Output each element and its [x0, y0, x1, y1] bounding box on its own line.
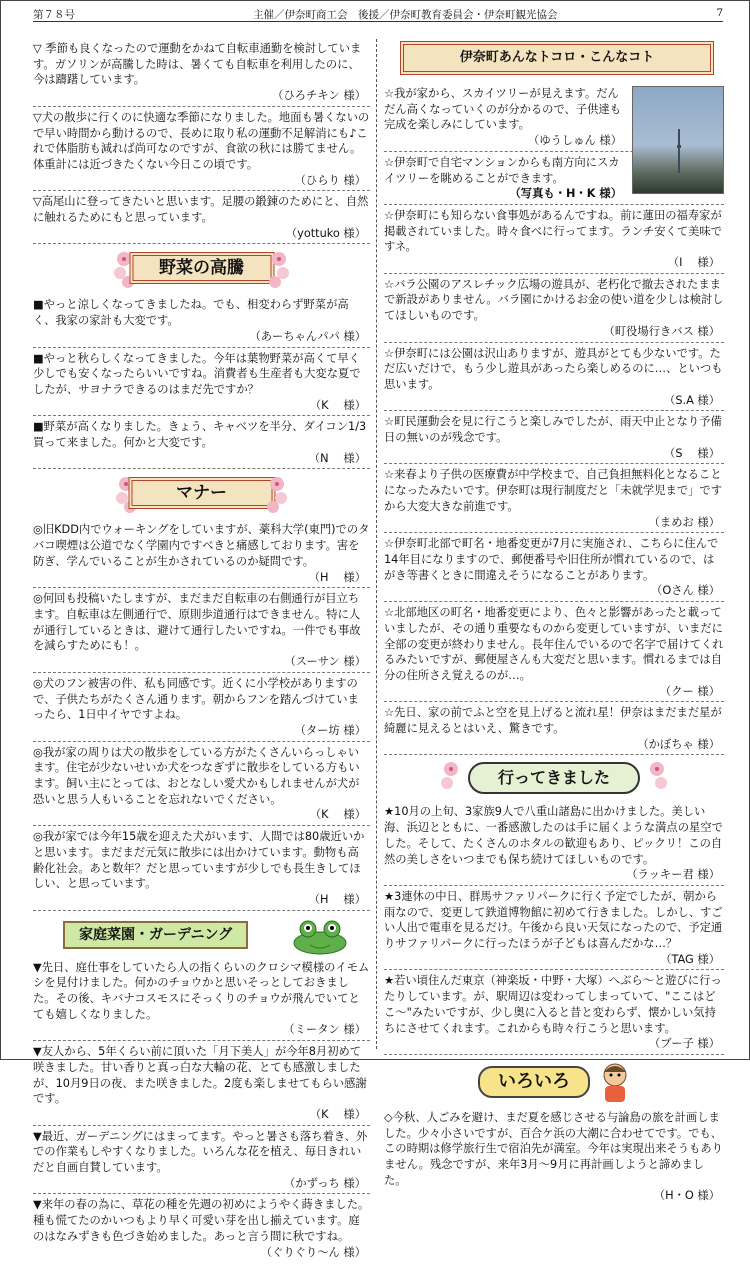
- iroiro-section: [384, 1110, 724, 1206]
- flower-icon: [264, 474, 290, 516]
- list-item: ▽ 季節も良くなったので運動をかねて自転車通勤を検討しています。ガソリンが高騰した時は、暑くても自転車を利用したのに、今は躊躇しています。 （ひろチキン 様）: [33, 41, 370, 107]
- section-banner-yasai: [33, 249, 370, 291]
- list-item: ◎我が家の周りは犬の散歩をしている方がたくさんいらっしゃいます。住宅が少ないせいか犬をつなぎずに散歩をしている方もいます。飼い主にとっては、おとなしい愛犬かもしれませんが犬が恐いと思う人もいることを忘れないでください。 （K 様）: [33, 745, 370, 827]
- list-item: ◎旧KDD内でウォーキングをしていますが、薬科大学(東門)でのタバコ喫煙は公道でなく学園内ですべきと痛感しております。害を防ぎ、学んでいることが生かされているのか疑問です。 （H 様）: [33, 522, 370, 588]
- list-item: ◇今秋、人ごみを避け、まだ夏を感じさせる与論島の旅を計画しました。少々小さいですが、百合ケ浜の大潮に合わせてです。でも、この時期は修学旅行生で宿泊先が満室。今年は実現出来そうもありません。残念ですが、来年3月～9月に再計画しようと諦めました。 （H・O 様）: [384, 1110, 723, 1203]
- section-title: いろいろ: [478, 1066, 590, 1098]
- section-title: 家庭菜園・ガーデニング: [63, 921, 248, 949]
- list-item: ▼先日、庭仕事をしていたら人の指くらいのクロシマ模様のイモムシを見付けました。何かのチョウかと思いそっとしておきました。その後、キバナコスモスにそっくりのチョウが飛んでいてとても嬉しくなりました。 （ミータン 様）: [33, 960, 370, 1042]
- list-item: ☆伊奈町北部で町名・地番変更が7月に実施され、こちらに住んで14年目になりますので、郵便番号や旧住所が慣れているので、はがき等書くときに間違えそうになることがあります。 （Oさん 様）: [384, 536, 724, 602]
- header-rule: [33, 21, 723, 22]
- list-item: ☆町民運動会を見に行こうと楽しみでしたが、雨天中止となり予備日の無いのが残念です。 （S 様）: [384, 414, 724, 464]
- list-item: ☆バラ公園のアスレチック広場の遊具が、老朽化で撤去されたままで新設がありません。バラ園にかけるお金の使い道を少しは検討してほしいものです。 （町役場行きバス 様）: [384, 277, 724, 343]
- anna-section: [384, 86, 724, 755]
- page-number: 7: [716, 7, 723, 19]
- list-item: ▼最近、ガーデニングにはまってます。やっと暑さも落ち着き、外での作業もしやすくなりました。いろんな花を植え、毎日きれいだと自画自賛しています。 （かずっち 様）: [33, 1129, 370, 1195]
- page-header: [33, 5, 723, 21]
- list-item: ◎何回も投稿いたしますが、まだまだ自転車の右側通行が目立ちます。自転車は左側通行で、原則歩道通行はできません。特に人が通行しているときは、避けて通行したいですね。一件でも事故を減らすためにも！。 （スーサン 様）: [33, 591, 370, 673]
- list-item: ▽犬の散歩に行くのに快適な季節になりました。地面も暑くないので早い時間から動けるので、長めに取り私の運動不足解消にも♪これで体脂肪も減れば尚可なのですが、食欲の秋には勝てません。体重計には近づきたくない今日この頃です。 （ひらり 様）: [33, 110, 370, 192]
- list-item: ☆伊奈町にも知らない食事処があるんですね。前に蓮田の福寿家が掲載されていました。時々食べに行ってます。ランチ安くて美味ですネ。 （I 様）: [384, 208, 724, 274]
- list-item: ☆我が家から、スカイツリーが見えます。だんだん高くなっていくのが分かるので、子供達も完成を楽しみにしています。 （ゆうしゅん 様）: [384, 86, 724, 152]
- flower-icon: [644, 759, 670, 801]
- left-column: [33, 41, 370, 1265]
- flower-icon: [438, 759, 464, 801]
- list-item: ◎我が家では今年15歳を迎えた犬がいます、人間では80歳近いかと思います。まだまだ元気に散歩には出かけています。動物も高齢化社会。あと数年？だと思っていますが少しでも長生きしてほしい、と思っています。 （H 様）: [33, 829, 370, 911]
- list-item: ▼友人から、5年くらい前に頂いた「月下美人」が今年8月初めて咲きました。甘い香りと真っ白な大輪の花、とても感激しましたが、10月9日の夜、また咲きました。2度も楽しませてもらい感謝です。 （K 様）: [33, 1044, 370, 1126]
- list-item: ▽高尾山に登ってきたいと思います。足腰の鍛錬のためにと、自然に触れるためにもと思っています。 （yottuko 様）: [33, 194, 370, 244]
- section-banner-manner: [33, 474, 370, 516]
- list-item: ★3連休の中日、群馬サファリパークに行く予定でしたが、朝から雨なので、変更して鉄道博物館に初めて行きました。しかし、すごい人出で電車を見るだけ。午後から良い天気になったので、予定通りサファリパークに行ったほうが子どもは喜んだかな…？ （TAG 様）: [384, 889, 724, 971]
- column-divider: [376, 39, 377, 1049]
- issue-number: 第７８号: [33, 9, 75, 21]
- yasai-section: [33, 297, 370, 469]
- season-section: [33, 41, 370, 244]
- section-banner-itte: [384, 759, 724, 799]
- section-title: 行ってきました: [468, 762, 640, 794]
- list-item: ★10月の上旬、3家族9人で八重山諸島に出かけました。美しい海、浜辺とともに、一番感激したのは手に届くような満点の星空でした。そして、たくさんのホタルの歓迎もあり、ピックリ！この自然の美しさをいつまでも保ち続けてほしいものです。 （ラッキー君 様）: [384, 804, 724, 886]
- list-item: ☆来春より子供の医療費が中学校まで、自己負担無料化となることになったみたいです。伊奈町は現行制度だと「未就学児まで」ですから大変大きな前進です。 （まめお 様）: [384, 467, 724, 533]
- list-item: ▼来年の春の為に、草花の種を先週の初めにようやく蒔きました。種も慌てたのかいつもより早く可愛い芽を出し揃えています。庭のはなみずきも色づき始めました。あっと言う間に秋ですね。 （ぐりぐり～ん 様）: [33, 1198, 370, 1259]
- manner-section: [33, 522, 370, 910]
- list-item: ☆北部地区の町名・地番変更により、色々と影響があったと載っていましたが、その通り重要なものから変更していますが、いまだに全部の変更が終わりません。長年住んでいるので名字で届けてくれるみたいですが、郵便屋さんも大変だと思います。慣れるまでは自分の住所さえ覚えるのが…。 （クー 様）: [384, 605, 724, 702]
- section-title: 野菜の高騰: [129, 252, 274, 284]
- list-item: ■野菜が高くなりました。きょう、キャベツを半分、ダイコン1/3買って来ました。何かと大変です。 （N 様）: [33, 419, 370, 469]
- sponsor-line: 主催／伊奈町商工会 後援／伊奈町教育委員会・伊奈町観光協会: [253, 9, 558, 21]
- right-column: [384, 41, 724, 1209]
- list-item: ☆伊奈町で自宅マンションからも南方向にスカイツリーを眺めることができます。 （写真も・H・K 様）: [384, 155, 724, 205]
- list-item: ★若い頃住んだ東京（神楽坂・中野・大塚）へぶら～と遊びに行ったりしています。が、駅周辺は変わってしまっていて、"ここはどこ～"みたいですが、少し奥に入ると昔と変わらず、懐かしい気持ちにさせてくれます。これからも時々行こうと思います。 （ブー子 様）: [384, 973, 724, 1055]
- section-banner-iroiro: [384, 1060, 724, 1106]
- skytree-photo: [632, 86, 724, 194]
- skytree-icon: [633, 87, 725, 195]
- list-item: ◎犬のフン被害の件、私も同感です。近くに小学校がありますので、子供たちがたくさん通ります。朝からフンを踏んづけていまったら、1日中イヤですよね。 （ター坊 様）: [33, 676, 370, 742]
- list-item: ☆伊奈町には公園は沢山ありますが、遊具がとても少ないです。ただ広いだけで、もう少し遊具があったら楽しめるのに…、といつも思います。 （S.A 様）: [384, 346, 724, 412]
- section-title: マナー: [128, 477, 275, 509]
- section-title: 伊奈町あんなトコロ・こんなコト: [400, 41, 714, 75]
- flower-icon: [266, 249, 292, 291]
- garden-section: [33, 960, 370, 1263]
- section-banner-garden: [33, 917, 370, 955]
- list-item: ■やっと秋らしくなってきました。今年は葉物野菜が高くて早く少しでも安くなったらいいですね。消費者も生産者も大変な夏でしたが、サヨナラできるのはまだ先ですか？ （K 様）: [33, 351, 370, 417]
- child-icon: [590, 1060, 640, 1106]
- frog-icon: [288, 917, 352, 955]
- list-item: ☆先日、家の前でふと空を見上げると流れ星！伊奈はまだまだ星が綺麗に見えるとはいえ、驚きです。 （かぼちゃ 様）: [384, 705, 724, 755]
- list-item: ■やっと涼しくなってきましたね。でも、相変わらず野菜が高く、我家の家計も大変です。 （あーちゃんパパ 様）: [33, 297, 370, 347]
- itte-section: [384, 804, 724, 1055]
- section-banner-anna: [384, 41, 724, 81]
